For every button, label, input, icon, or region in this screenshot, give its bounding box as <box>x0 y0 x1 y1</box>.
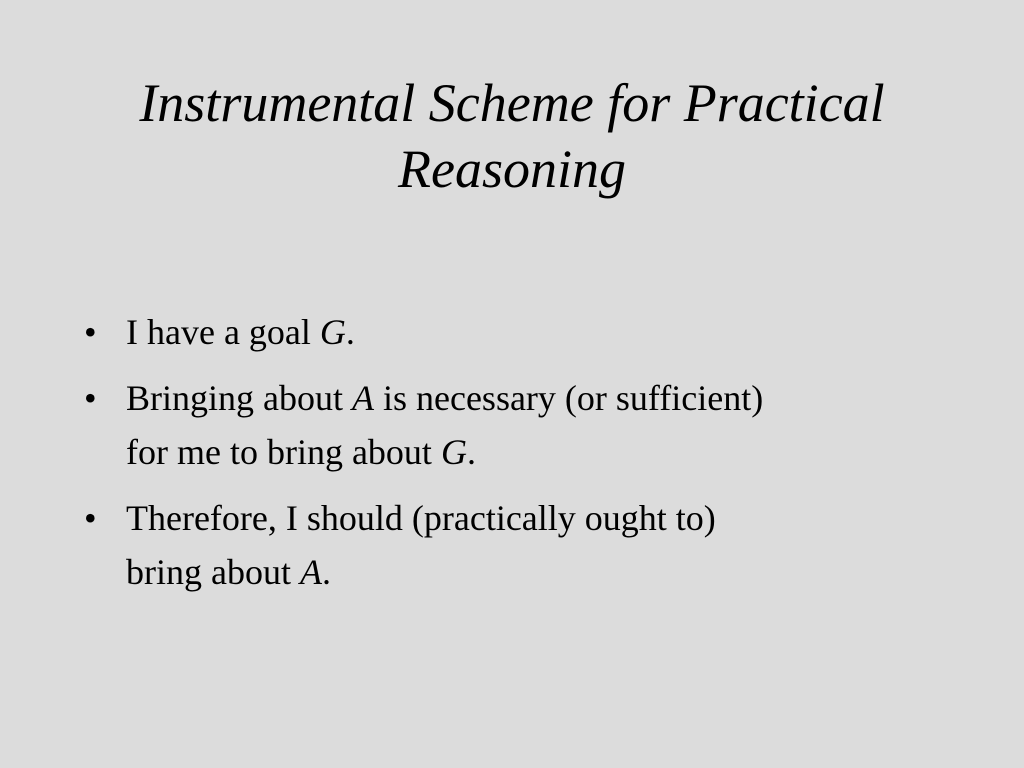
bullet-text: for me to bring about <box>126 432 441 472</box>
bullet-item-means <box>84 371 964 479</box>
bullet-line <box>126 371 964 425</box>
bullet-variable: A <box>299 552 322 592</box>
bullet-dot-icon: • <box>84 498 97 538</box>
bullet-dot-icon: • <box>84 378 97 418</box>
slide-title-line-1: Instrumental Scheme for Practical <box>139 73 885 133</box>
bullet-text: . <box>321 552 331 592</box>
bullet-text: bring about <box>126 552 300 592</box>
bullet-line <box>126 425 964 479</box>
bullet-text: I have a goal <box>126 312 320 352</box>
bullet-item-goal <box>84 305 964 359</box>
bullet-variable: G <box>319 312 346 352</box>
bullet-dot-icon: • <box>84 312 97 352</box>
bullet-list <box>84 305 964 611</box>
bullet-variable: G <box>440 432 467 472</box>
bullet-line <box>126 305 964 359</box>
bullet-text: Therefore, I should (practically ought to) <box>126 498 716 538</box>
bullet-line <box>126 491 964 545</box>
bullet-variable: A <box>351 378 374 418</box>
slide-title <box>60 70 964 202</box>
bullet-text: is necessary (or sufficient) <box>373 378 764 418</box>
bullet-text: . <box>345 312 355 352</box>
slide-title-line-2: Reasoning <box>398 139 626 199</box>
bullet-text: Bringing about <box>126 378 352 418</box>
bullet-text: . <box>466 432 476 472</box>
bullet-item-conclusion <box>84 491 964 599</box>
bullet-line <box>126 545 964 599</box>
